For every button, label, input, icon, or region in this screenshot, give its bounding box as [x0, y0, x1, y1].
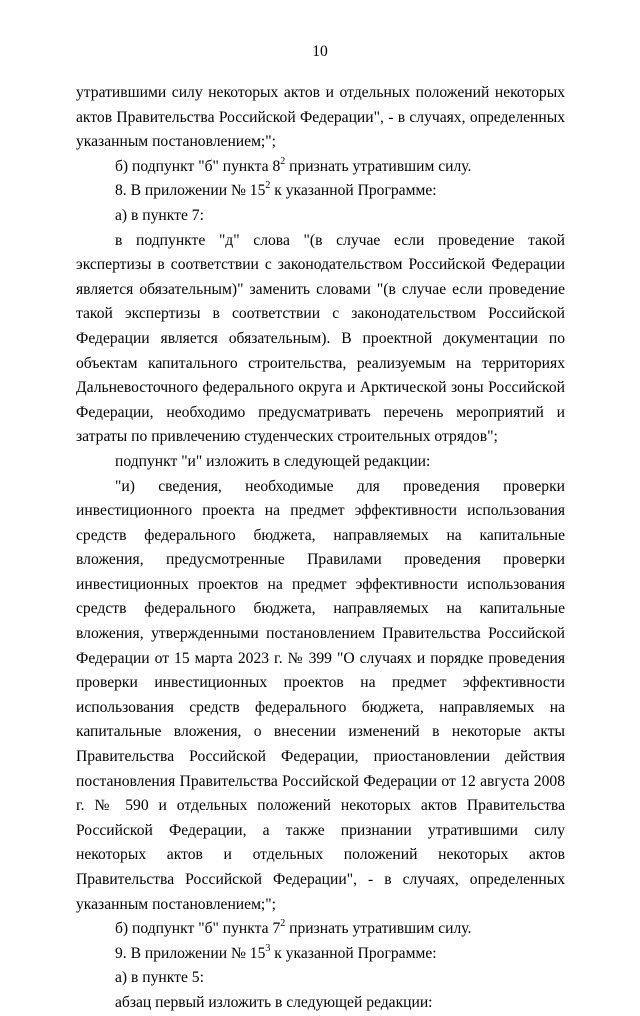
paragraph-subitem-b-repeal-7-2 — [76, 917, 565, 942]
paragraph-subpoint-d: в подпункте "д" слова "(в случае если проведение такой экспертизы в соответствии с законодательством Российской Федерации является обязательным)" заменить словами "(в случае если проведение такой экспертизы в соответствии с законодательством Российской Федерации является обязательным). В проектной документации по объектам капитального строительства, реализуемым на территориях Дальневосточного федерального округа и Арктической зоны Российской Федерации, необходимо предусматривать перечень мероприятий и затраты по привлечению студенческих строительных отрядов"; — [76, 231, 565, 446]
text-segment: 9. В приложении № 15 — [115, 944, 266, 962]
paragraph-first-para-intro: абзац первый изложить в следующей редакции: — [115, 993, 433, 1011]
superscript: 3 — [265, 942, 271, 954]
superscript: 2 — [280, 155, 286, 167]
text-segment: к указанной Программе: — [270, 182, 437, 200]
text-segment: признать утратившим силу. — [285, 920, 472, 938]
text-segment: б) подпункт "б" пункта 7 — [115, 920, 281, 938]
paragraph-subitem-a-point-7: а) в пункте 7: — [115, 206, 204, 224]
text-segment: б) подпункт "б" пункта 8 — [115, 157, 281, 175]
paragraph-subpoint-i-text: "и) сведения, необходимые для проведения проверки инвестиционного проекта на предмет эффективности использования средств федерального бюджета, направляемых на капитальные вложения, предусмотренные Правилами проведения проверки инвестиционных проектов на предмет эффективности использования средств федерального бюджета, направляемых на капитальные вложения, утвержденными постановлением Правительства Российской Федерации от 15 марта 2023 г. № 399 "О случаях и порядке проведения проверки инвестиционных проектов на предмет эффективности использования средств федерального бюджета, направляемых на капитальные вложения, о внесении изменений в некоторые акты Правительства Российской Федерации, приостановлении действия постановления Правительства Российской Федерации от 12 августа 2008 г. № 590 и отдельных положений некоторых актов Правительства Российской Федерации, а также признании утратившими силу некоторых актов и отдельных положений некоторых актов Правительства Российской Федерации", - в случаях, определенных указанным постановлением;"; — [76, 477, 565, 913]
superscript: 2 — [265, 180, 271, 192]
document-body — [76, 81, 565, 1016]
paragraph-subitem-b-repeal-8-2 — [76, 155, 565, 180]
paragraph-item-9 — [76, 942, 565, 967]
text-segment: признать утратившим силу. — [285, 157, 472, 175]
page-number: 10 — [312, 43, 328, 60]
paragraph-item-8 — [76, 179, 565, 204]
superscript: 2 — [280, 918, 286, 929]
paragraph-subitem-a-point-5: а) в пункте 5: — [115, 969, 204, 987]
text-segment: к указанной Программе: — [270, 944, 437, 962]
text-segment: 8. В приложении № 15 — [115, 182, 266, 200]
paragraph-subpoint-i-intro: подпункт "и" изложить в следующей редакции: — [115, 452, 431, 470]
paragraph-continuation: утратившими силу некоторых актов и отдельных положений некоторых актов Правительства Российской Федерации", - в случаях, определенных указанным постановлением;"; — [76, 84, 565, 151]
